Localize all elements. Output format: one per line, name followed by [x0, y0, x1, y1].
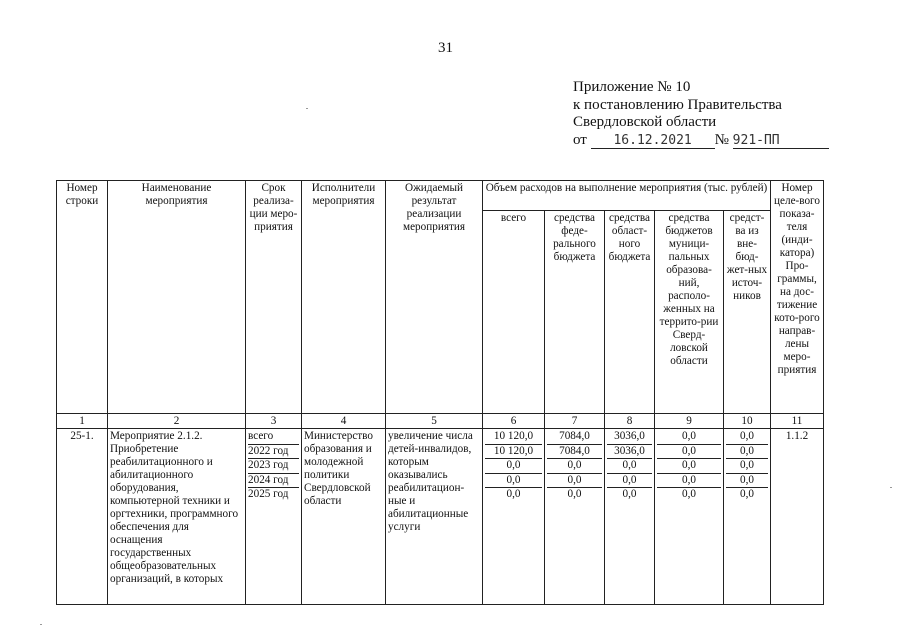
value-cell: 0,0: [740, 488, 754, 500]
row-extrabudget: [724, 429, 771, 605]
row-name: Мероприятие 2.1.2. Приобретение реабилитационного и абилитационного оборудования, компьютерной техники и оргтехники, программного обеспечения для оснащения государственных общеобразовательных организаций, в которых: [108, 429, 246, 605]
value-cell: 0,0: [726, 430, 768, 445]
value-cell: 0,0: [657, 430, 721, 445]
annex-line-region: Свердловской области: [573, 114, 717, 130]
header-result: Ожидаемый результат реализации мероприятия: [386, 181, 483, 414]
header-row-number: Номер строки: [57, 181, 108, 414]
header-indicator: Номер целе-вого показа-теля (инди-катора) Про-граммы, на дос-тижение кото-рого направ-лены меро-приятия: [771, 181, 824, 414]
row-federal: [545, 429, 605, 605]
value-cell: 0,0: [485, 474, 542, 489]
header-total: всего: [483, 211, 545, 414]
value-cell: 0,0: [607, 474, 652, 489]
expenses-table: [56, 180, 824, 605]
year-cell: 2025 год: [248, 488, 289, 500]
column-number: 6: [483, 414, 545, 429]
column-number: 10: [724, 414, 771, 429]
value-cell: 3036,0: [607, 430, 652, 445]
column-number: 3: [246, 414, 302, 429]
annex-title: Приложение № 10: [573, 79, 691, 95]
header-expenses-group: Объем расходов на выполнение мероприятия (тыс. рублей): [483, 181, 771, 211]
scan-speck: [306, 108, 308, 109]
page-number: 31: [438, 40, 453, 56]
value-cell: 0,0: [657, 474, 721, 489]
value-cell: 0,0: [726, 474, 768, 489]
row-indicator: 1.1.2: [771, 429, 824, 605]
year-cell: 2022 год: [248, 445, 299, 460]
year-cell: 2023 год: [248, 459, 299, 474]
date-prefix: от: [573, 131, 587, 148]
header-term: Срок реализа-ции меро-приятия: [246, 181, 302, 414]
date-value: 16.12.2021: [591, 134, 715, 149]
header-federal: средства феде-рального бюджета: [545, 211, 605, 414]
value-cell: 3036,0: [607, 445, 652, 460]
row-number: 25-1.: [57, 429, 108, 605]
value-cell: 0,0: [657, 445, 721, 460]
row-municipal: [655, 429, 724, 605]
annex-line-resolution: к постановлению Правительства: [573, 96, 782, 113]
column-number: 11: [771, 414, 824, 429]
value-cell: 0,0: [682, 488, 696, 500]
value-cell: 0,0: [485, 459, 542, 474]
scan-speck: [890, 487, 892, 488]
column-number: 1: [57, 414, 108, 429]
value-cell: 7084,0: [547, 445, 602, 460]
value-cell: 0,0: [547, 459, 602, 474]
value-cell: 10 120,0: [485, 430, 542, 445]
value-cell: 0,0: [506, 488, 521, 500]
column-number: 8: [605, 414, 655, 429]
value-cell: 0,0: [547, 474, 602, 489]
annex-date-line: [573, 132, 829, 150]
value-cell: 7084,0: [547, 430, 602, 445]
scan-speck: [40, 624, 42, 625]
value-cell: 10 120,0: [485, 445, 542, 460]
row-regional: [605, 429, 655, 605]
year-cell: 2024 год: [248, 474, 299, 489]
value-cell: 0,0: [726, 459, 768, 474]
table-row: [57, 429, 824, 605]
column-number: 9: [655, 414, 724, 429]
number-value: 921-ПП: [733, 134, 829, 149]
header-name: Наименование мероприятия: [108, 181, 246, 414]
column-number: 2: [108, 414, 246, 429]
value-cell: 0,0: [657, 459, 721, 474]
row-years: [246, 429, 302, 605]
annex-block: [573, 79, 829, 149]
row-executor: Министерство образования и молодежной политики Свердловской области: [302, 429, 386, 605]
row-result: увеличение числа детей-инвалидов, которым оказывались реабилитацион-ные и абилитационные услуги: [386, 429, 483, 605]
number-prefix: №: [714, 131, 729, 148]
value-cell: 0,0: [607, 459, 652, 474]
row-total: [483, 429, 545, 605]
column-number: 7: [545, 414, 605, 429]
header-extrabudget: средст-ва из вне-бюд-жет-ных источ-ников: [724, 211, 771, 414]
column-number: 5: [386, 414, 483, 429]
header-municipal: средства бюджетов муници-пальных образова-ний, располо-женных на террито-рии Сверд-ловской области: [655, 211, 724, 414]
value-cell: 0,0: [726, 445, 768, 460]
value-cell: 0,0: [622, 488, 637, 500]
year-cell: всего: [248, 430, 299, 445]
value-cell: 0,0: [567, 488, 582, 500]
header-regional: средства област-ного бюджета: [605, 211, 655, 414]
column-number: 4: [302, 414, 386, 429]
header-executors: Исполнители мероприятия: [302, 181, 386, 414]
